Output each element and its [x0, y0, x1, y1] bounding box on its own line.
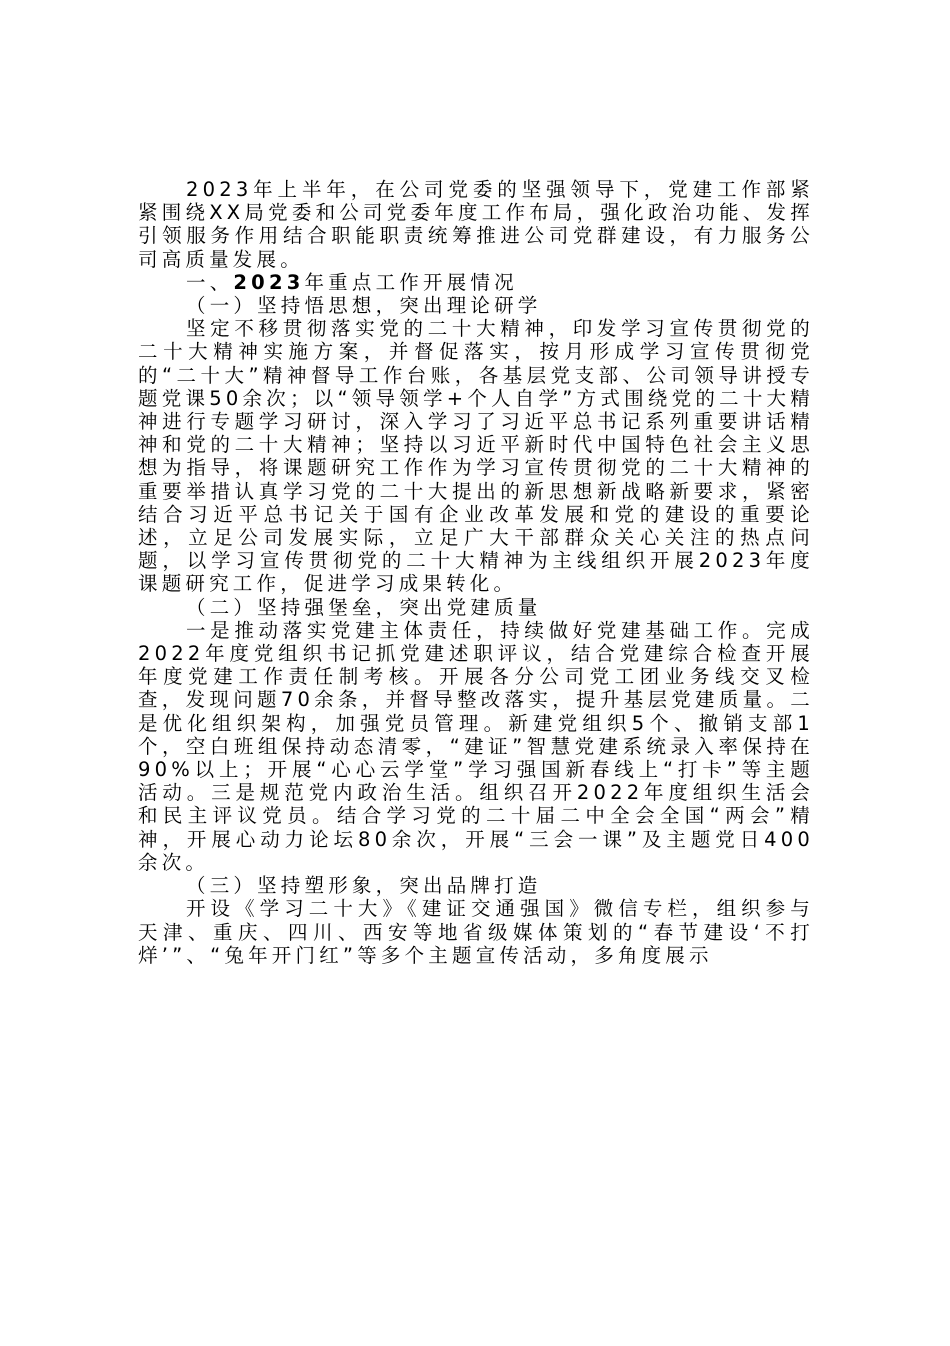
- subsection-3-body: 开设《学习二十大》《建证交通强国》微信专栏，组织参与天津、重庆、四川、西安等地省级媒体策划的“春节建设‘不打烊’”、“兔年开门红”等多个主题宣传活动，多角度展示: [138, 897, 814, 967]
- section-heading-prefix: 一、: [186, 270, 234, 294]
- intro-paragraph: 2023年上半年，在公司党委的坚强领导下，党建工作部紧紧围绕XX局党委和公司党委年度工作布局，强化政治功能、发挥引领服务作用结合职能职责统筹推进公司党群建设，有力服务公司高质量发展。: [138, 178, 814, 271]
- section-heading-suffix: 年重点工作开展情况: [304, 270, 518, 294]
- section-heading-1: [138, 271, 814, 294]
- subsection-heading-2: （二）坚持强堡垒，突出党建质量: [186, 595, 542, 619]
- subsection-heading-1: （一）坚持悟思想，突出理论研学: [186, 294, 542, 318]
- subsection-2-body: 一是推动落实党建主体责任，持续做好党建基础工作。完成2022年度党组织书记抓党建述职评议，结合党建综合检查开展年度党建工作责任制考核。开展各分公司党工团业务线交叉检查，发现问题70余条，并督导整改落实，提升基层党建质量。二是优化组织架构，加强党员管理。新建党组织5个、撤销支部1个，空白班组保持动态清零，“建证”智慧党建系统录入率保持在90%以上；开展“心心云学堂”学习强国新春线上“打卡”等主题活动。三是规范党内政治生活。组织召开2022年度组织生活会和民主评议党员。结合学习党的二十届二中全会全国“两会”精神，开展心动力论坛80余次，开展“三会一课”及主题党日400余次。: [138, 618, 814, 874]
- subsection-1-body: 坚定不移贯彻落实党的二十大精神，印发学习宣传贯彻党的二十大精神实施方案，并督促落实，按月形成学习宣传贯彻党的“二十大”精神督导工作台账，各基层党支部、公司领导讲授专题党课50余次；以“领导领学+个人自学”方式围绕党的二十大精神进行专题学习研讨，深入学习了习近平总书记系列重要讲话精神和党的二十大精神；坚持以习近平新时代中国特色社会主义思想为指导，将课题研究工作作为学习宣传贯彻党的二十大精神的重要举措认真学习党的二十大提出的新思想新战略新要求，紧密结合习近平总书记关于国有企业改革发展和党的建设的重要论述，立足公司发展实际，立足广大干部群众关心关注的热点问题，以学习宣传贯彻党的二十大精神为主线组织开展2023年度课题研究工作，促进学习成果转化。: [138, 317, 814, 596]
- document-page: [138, 178, 814, 967]
- subsection-heading-3: （三）坚持塑形象，突出品牌打造: [186, 874, 542, 898]
- section-heading-year: 2023: [233, 270, 305, 294]
